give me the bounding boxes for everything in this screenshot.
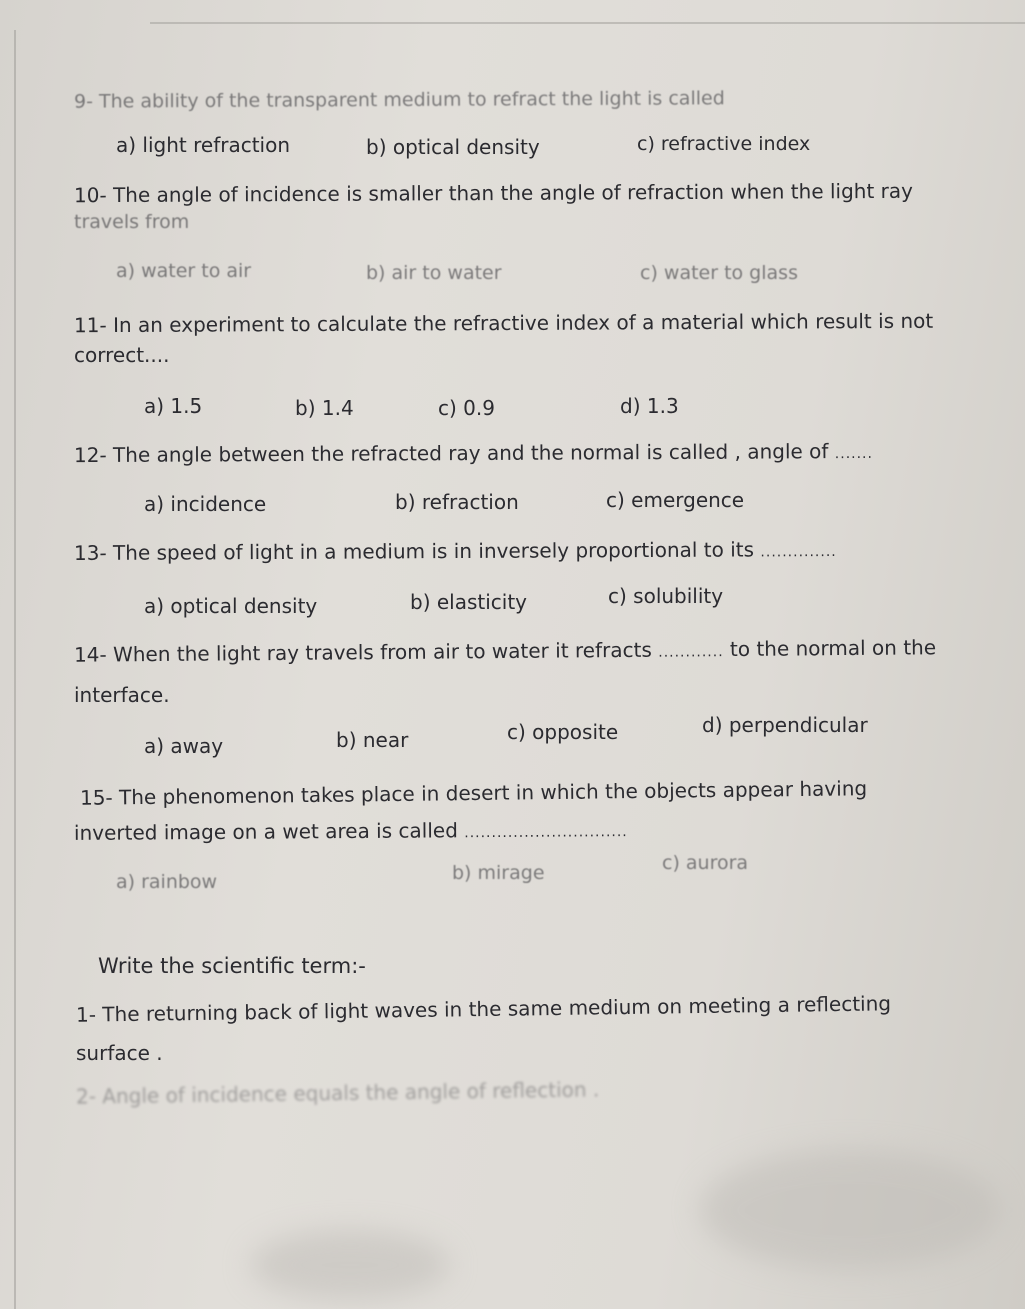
option-c: c) water to glass <box>640 262 798 284</box>
page-edge-top <box>150 22 1025 24</box>
option-d: d) perpendicular <box>702 713 868 737</box>
term-1-text: 1- The returning back of light waves in the same medium on meeting a reflecting <box>75 991 892 1027</box>
question-text: 15- The phenomenon takes place in desert in which the objects appear having <box>79 776 868 810</box>
option-b: b) mirage <box>452 862 545 884</box>
question-text: 11- In an experiment to calculate the refractive index of a material which result is not <box>73 308 934 338</box>
answer-blank: .............. <box>760 544 837 561</box>
term-1-text-continued: surface . <box>76 1041 163 1065</box>
option-b: b) 1.4 <box>295 396 354 420</box>
option-a: a) optical density <box>144 594 318 618</box>
option-c: c) solubility <box>608 584 724 608</box>
question-text-continued: correct.... <box>74 343 170 367</box>
answer-blank: ....... <box>834 445 873 463</box>
option-a: a) water to air <box>116 260 252 282</box>
question-text-main: 14- When the light ray travels from air to water it refracts <box>73 637 652 667</box>
option-a: a) light refraction <box>116 133 291 157</box>
answer-blank: ............ <box>658 644 724 661</box>
question-text-main: 13- The speed of light in a medium is in inversely proportional to its <box>73 537 755 565</box>
term-2-text: 2- Angle of incidence equals the angle of reflection . <box>75 1077 600 1109</box>
option-c: c) aurora <box>662 852 749 874</box>
option-b: b) elasticity <box>410 590 528 614</box>
option-b: b) near <box>336 728 409 752</box>
option-b: b) optical density <box>366 135 540 159</box>
question-text-end: to the normal on the <box>729 635 937 662</box>
option-c: c) opposite <box>507 720 619 744</box>
option-a: a) incidence <box>144 492 267 516</box>
question-text-continued <box>74 812 628 853</box>
option-c: c) 0.9 <box>438 396 495 420</box>
question-text <box>74 434 873 475</box>
option-b: b) air to water <box>366 262 502 284</box>
option-a: a) 1.5 <box>144 394 203 418</box>
question-text-continued: travels from <box>74 211 190 233</box>
question-text <box>74 532 837 573</box>
answer-blank: .............................. <box>464 824 628 842</box>
shadow-smudge <box>250 1230 450 1300</box>
question-text-main: 12- The angle between the refracted ray and the normal is called , angle of <box>73 439 829 468</box>
section-heading: Write the scientific term:- <box>98 954 366 978</box>
question-text <box>74 630 936 675</box>
option-b: b) refraction <box>395 490 519 514</box>
option-c: c) refractive index <box>637 133 811 155</box>
question-text: 9- The ability of the transparent medium to refract the light is called <box>73 87 725 113</box>
option-c: c) emergence <box>606 488 745 512</box>
question-text-continued: interface. <box>74 683 170 707</box>
option-d: d) 1.3 <box>620 394 679 418</box>
question-text: 10- The angle of incidence is smaller than the angle of refraction when the light ray <box>73 178 914 208</box>
shadow-smudge <box>700 1150 1000 1270</box>
option-a: a) away <box>144 734 224 758</box>
option-a: a) rainbow <box>116 871 218 893</box>
question-text-main: inverted image on a wet area is called <box>73 818 458 845</box>
page-edge-left <box>14 30 16 1309</box>
